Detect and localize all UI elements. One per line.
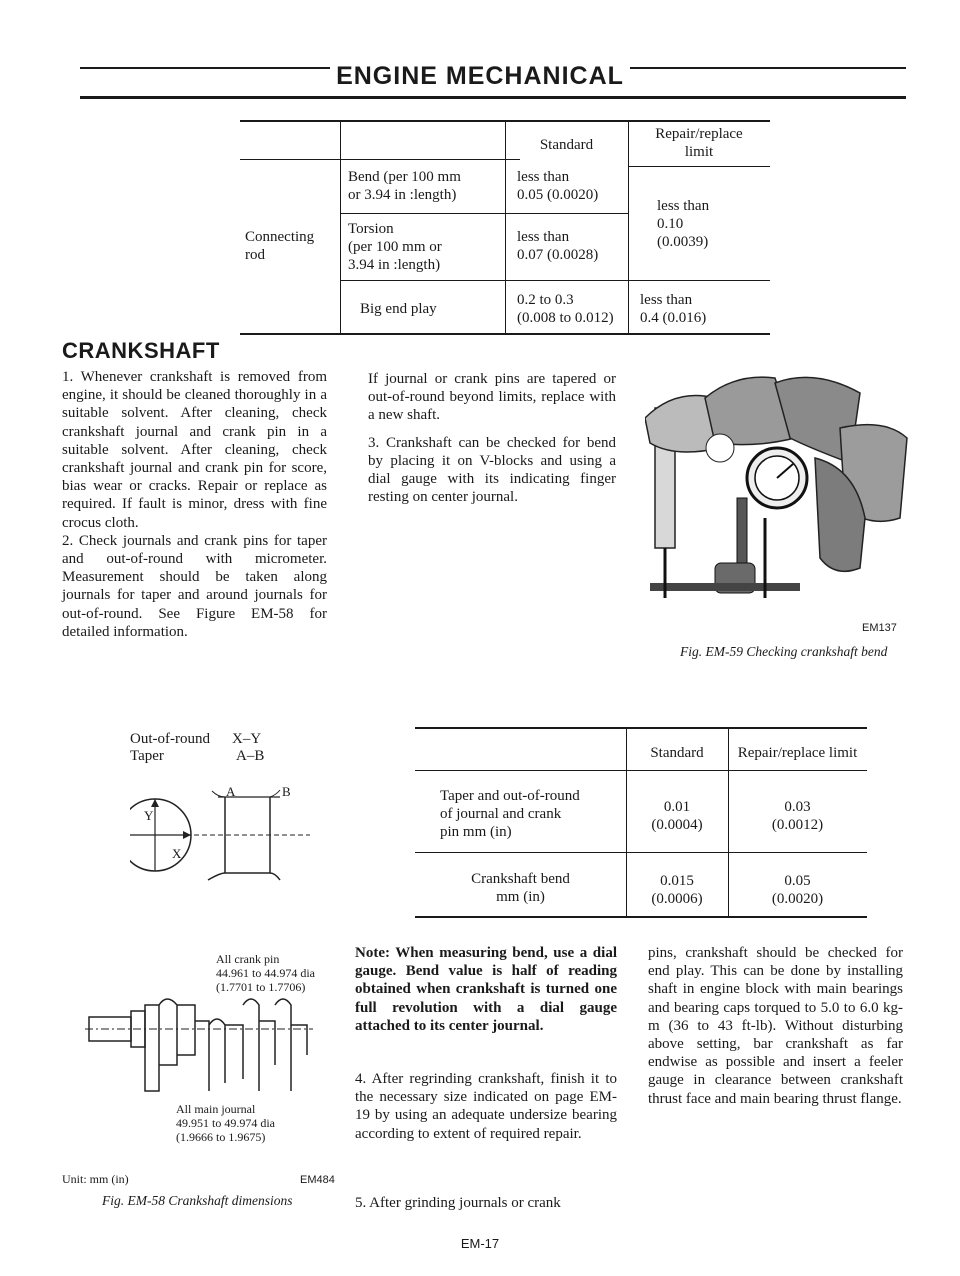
rod-bigend-standard: 0.2 to 0.3 (0.008 to 0.012) [517, 292, 614, 326]
crank-row1-standard: 0.01 (0.0004) [651, 799, 703, 833]
diagram-label-b: B [282, 784, 291, 799]
crank-table-row-rule [415, 852, 867, 853]
rod-table-header-rule-limit [628, 166, 770, 167]
rod-table-row-rule [340, 213, 628, 214]
fig58-unit: Unit: mm (in) [62, 1172, 129, 1186]
crankshaft-mid-text [368, 370, 616, 506]
crank-row2-label: Crankshaft bend mm (in) [471, 871, 570, 905]
fig58-legend-out-of-round: Out-of-round [130, 731, 210, 747]
rod-torsion-standard: less than 0.07 (0.0028) [517, 229, 599, 263]
crank-col-standard: Standard [650, 745, 704, 761]
step-2-text: 2. Check journals and crank pins for taper and out-of-round with micrometer. Measurement should be taken along journals for taper and around journals for out-of-round. See Figure EM-58 for detailed information. [62, 532, 327, 640]
fig59-caption: Fig. EM-59 Checking crankshaft bend [680, 644, 888, 659]
rod-table-divider [340, 120, 341, 333]
fig58-legend-ab: A–B [236, 748, 265, 764]
fig58-legend-xy: X–Y [232, 731, 262, 747]
crank-row2-limit: 0.05 (0.0020) [771, 873, 824, 907]
crankshaft-bend-photo [645, 368, 910, 618]
bend-note: Note: When measuring bend, use a dial gauge. Bend value is half of reading obtained when crankshaft is turned one full revolution with a dial gauge attached to its center journal. [355, 945, 617, 1034]
rod-table-bottom-rule [240, 333, 770, 335]
step-4-text: 4. After regrinding crankshaft, finish it to the necessary size indicated on page EM-19 by using an adequate undersize bearing according to extent of required repair. [355, 1071, 617, 1142]
diagram-label-y: Y [144, 808, 154, 823]
fig58-main-note: All main journal 49.951 to 49.974 dia (1.9666 to 1.9675) [176, 1102, 275, 1144]
rod-bend-label: Bend (per 100 mm or 3.94 in :length) [348, 169, 461, 203]
rod-table-row-rule [340, 280, 770, 281]
fig58-code: EM484 [300, 1174, 335, 1186]
crankshaft-dimension-drawing [85, 995, 315, 1095]
replace-shaft-text: If journal or crank pins are tapered or out-of-round beyond limits, replace with a new shaft. [368, 371, 616, 424]
diagram-label-a: A [226, 784, 236, 799]
header-rule-bottom [80, 96, 906, 99]
page-header-title: ENGINE MECHANICAL [330, 62, 630, 91]
crank-table-bottom-rule [415, 916, 867, 918]
fig58-caption: Fig. EM-58 Crankshaft dimensions [102, 1193, 293, 1208]
out-of-round-taper-diagram [130, 785, 320, 895]
page-number: EM-17 [460, 1236, 500, 1251]
section-title-crankshaft: CRANKSHAFT [62, 338, 220, 363]
crank-table-header-rule [415, 770, 867, 771]
rod-bend-standard: less than 0.05 (0.0020) [517, 169, 599, 203]
rod-shared-limit: less than 0.10 (0.0039) [657, 198, 710, 250]
step-3-text: 3. Crankshaft can be checked for bend by placing it on V-blocks and using a dial gauge with its indicating finger resting on center journal. [368, 434, 616, 506]
rod-col-standard: Standard [539, 137, 594, 153]
crankshaft-left-text [62, 368, 327, 641]
diagram-label-x: X [172, 846, 182, 861]
fig59-code: EM137 [862, 622, 897, 634]
rod-bigend-label: Big end play [360, 301, 437, 317]
crank-col-limit: Repair/replace limit [737, 745, 858, 761]
crank-row2-standard: 0.015 (0.0006) [651, 873, 703, 907]
step-5-text: 5. After grinding journals or crank [355, 1195, 561, 1211]
end-play-text: pins, crankshaft should be checked for end play. This can be done by installing shaft in engine block with main bearings and bearing caps torqued to 5.0 to 6.0 kg-m (36 to 43 ft-lb). Without disturbing above setting, bar crankshaft as far endwise as possible and insert a feeler gauge in clearance between crankshaft thrust face and main bearing thrust flange. [648, 945, 903, 1107]
rod-col-limit: Repair/replace limit [655, 126, 743, 160]
crank-table-top-rule [415, 727, 867, 729]
crank-row1-label: Taper and out-of-round of journal and crank pin mm (in) [440, 788, 580, 840]
crank-row1-limit: 0.03 (0.0012) [771, 799, 824, 833]
fig58-pin-note: All crank pin 44.961 to 44.974 dia (1.7701 to 1.7706) [216, 952, 315, 994]
fig58-legend-taper: Taper [130, 748, 164, 764]
rod-torsion-label: Torsion (per 100 mm or 3.94 in :length) [348, 221, 442, 273]
step-1-text: 1. Whenever crankshaft is removed from engine, it should be cleaned thoroughly in a suitable solvent. After cleaning, check crankshaft journal and crank pin in a suitable solvent. After cleaning, check crankshaft journal and crank pin for score, bias wear or cracks. Repair or replace as required. If fault is minor, dress with fine crocus cloth. [62, 369, 327, 531]
rod-part-label: Connecting rod [245, 229, 315, 263]
rod-table-header-rule [240, 159, 520, 160]
rod-bigend-limit: less than 0.4 (0.016) [640, 292, 707, 326]
